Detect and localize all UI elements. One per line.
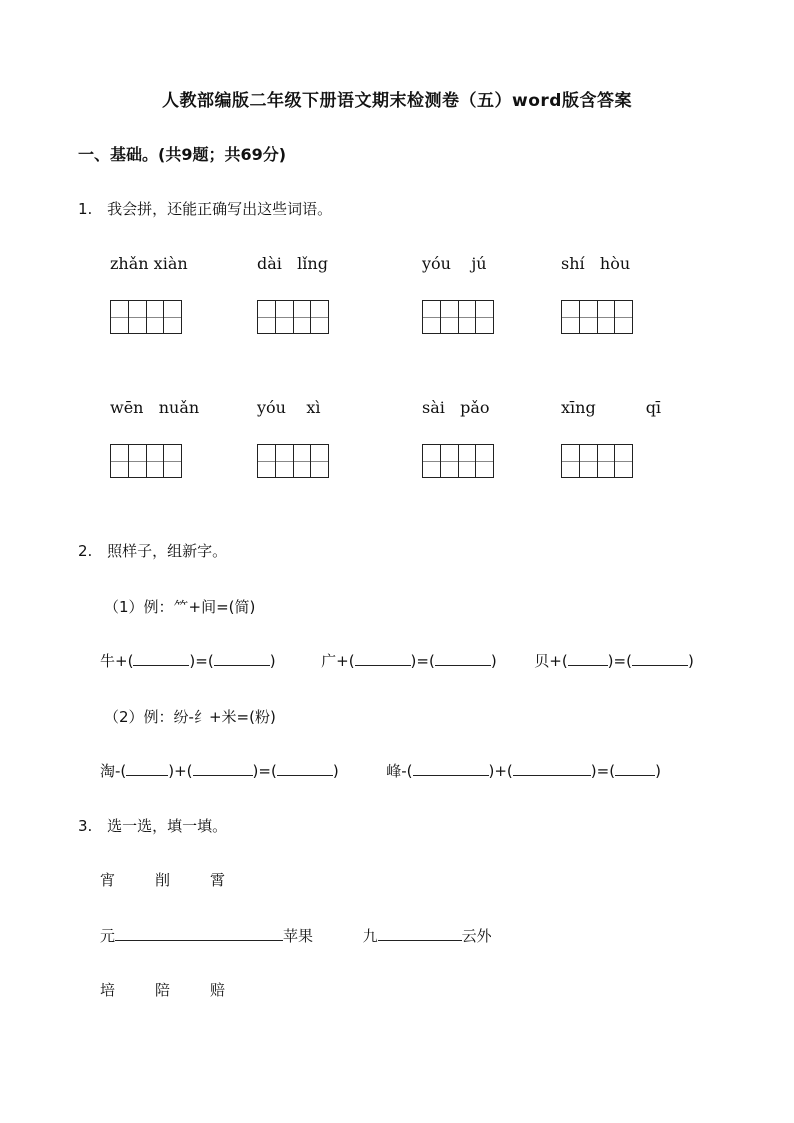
pinyin-1: zhǎn xiàn — [110, 254, 188, 273]
writing-grid[interactable] — [257, 300, 329, 334]
document-title: 人教部编版二年级下册语文期末检测卷（五）word版含答案 — [162, 91, 632, 111]
fill-line-2: 淘-( )+( )=( ) 峰-( )+( )=( ) — [100, 762, 661, 780]
writing-grid[interactable] — [422, 444, 494, 478]
question-number: 3. — [78, 817, 93, 835]
fill-line-1: 牛+( )=( ) 广+( )=( ) 贝+( )=( ) — [100, 652, 694, 670]
question-text: 照样子，组新字。 — [107, 542, 228, 560]
writing-grid[interactable] — [110, 444, 182, 478]
example-2: （2）例：纷-纟+米=(粉) — [104, 708, 276, 726]
fill-line-3: 元 苹果 九 云外 — [100, 927, 492, 945]
writing-grid[interactable] — [561, 300, 633, 334]
blank[interactable] — [632, 650, 688, 666]
question-3 — [78, 815, 227, 836]
question-text: 我会拼，还能正确写出这些词语。 — [107, 200, 333, 218]
writing-grid[interactable] — [110, 300, 182, 334]
blank[interactable] — [568, 650, 608, 666]
pinyin-5: wēn nuǎn — [110, 398, 200, 417]
question-text: 选一选，填一填。 — [107, 817, 228, 835]
pinyin-8: xīng qī — [561, 398, 662, 417]
blank[interactable] — [513, 760, 591, 776]
blank[interactable] — [413, 760, 489, 776]
pinyin-3: yóu jú — [422, 254, 487, 273]
blank[interactable] — [214, 650, 270, 666]
blank[interactable] — [355, 650, 411, 666]
question-1 — [78, 198, 332, 219]
char-choices-2: 培 陪 赔 — [100, 981, 226, 999]
example-1: （1）例：⺮+间=(简) — [104, 598, 256, 616]
char-choices-1: 宵 削 霄 — [100, 871, 226, 889]
pinyin-6: yóu xì — [257, 398, 321, 417]
question-2 — [78, 540, 227, 561]
blank[interactable] — [126, 760, 168, 776]
blank[interactable] — [193, 760, 253, 776]
blank[interactable] — [115, 925, 283, 941]
blank[interactable] — [615, 760, 655, 776]
pinyin-4: shí hòu — [561, 254, 631, 273]
writing-grid[interactable] — [561, 444, 633, 478]
section-heading: 一、基础。(共9题；共69分) — [78, 145, 287, 164]
pinyin-2: dài lǐng — [257, 254, 328, 273]
blank[interactable] — [378, 925, 462, 941]
blank[interactable] — [277, 760, 333, 776]
writing-grid[interactable] — [422, 300, 494, 334]
pinyin-7: sài pǎo — [422, 398, 490, 417]
question-number: 1. — [78, 200, 93, 218]
blank[interactable] — [435, 650, 491, 666]
writing-grid[interactable] — [257, 444, 329, 478]
question-number: 2. — [78, 542, 93, 560]
blank[interactable] — [133, 650, 189, 666]
